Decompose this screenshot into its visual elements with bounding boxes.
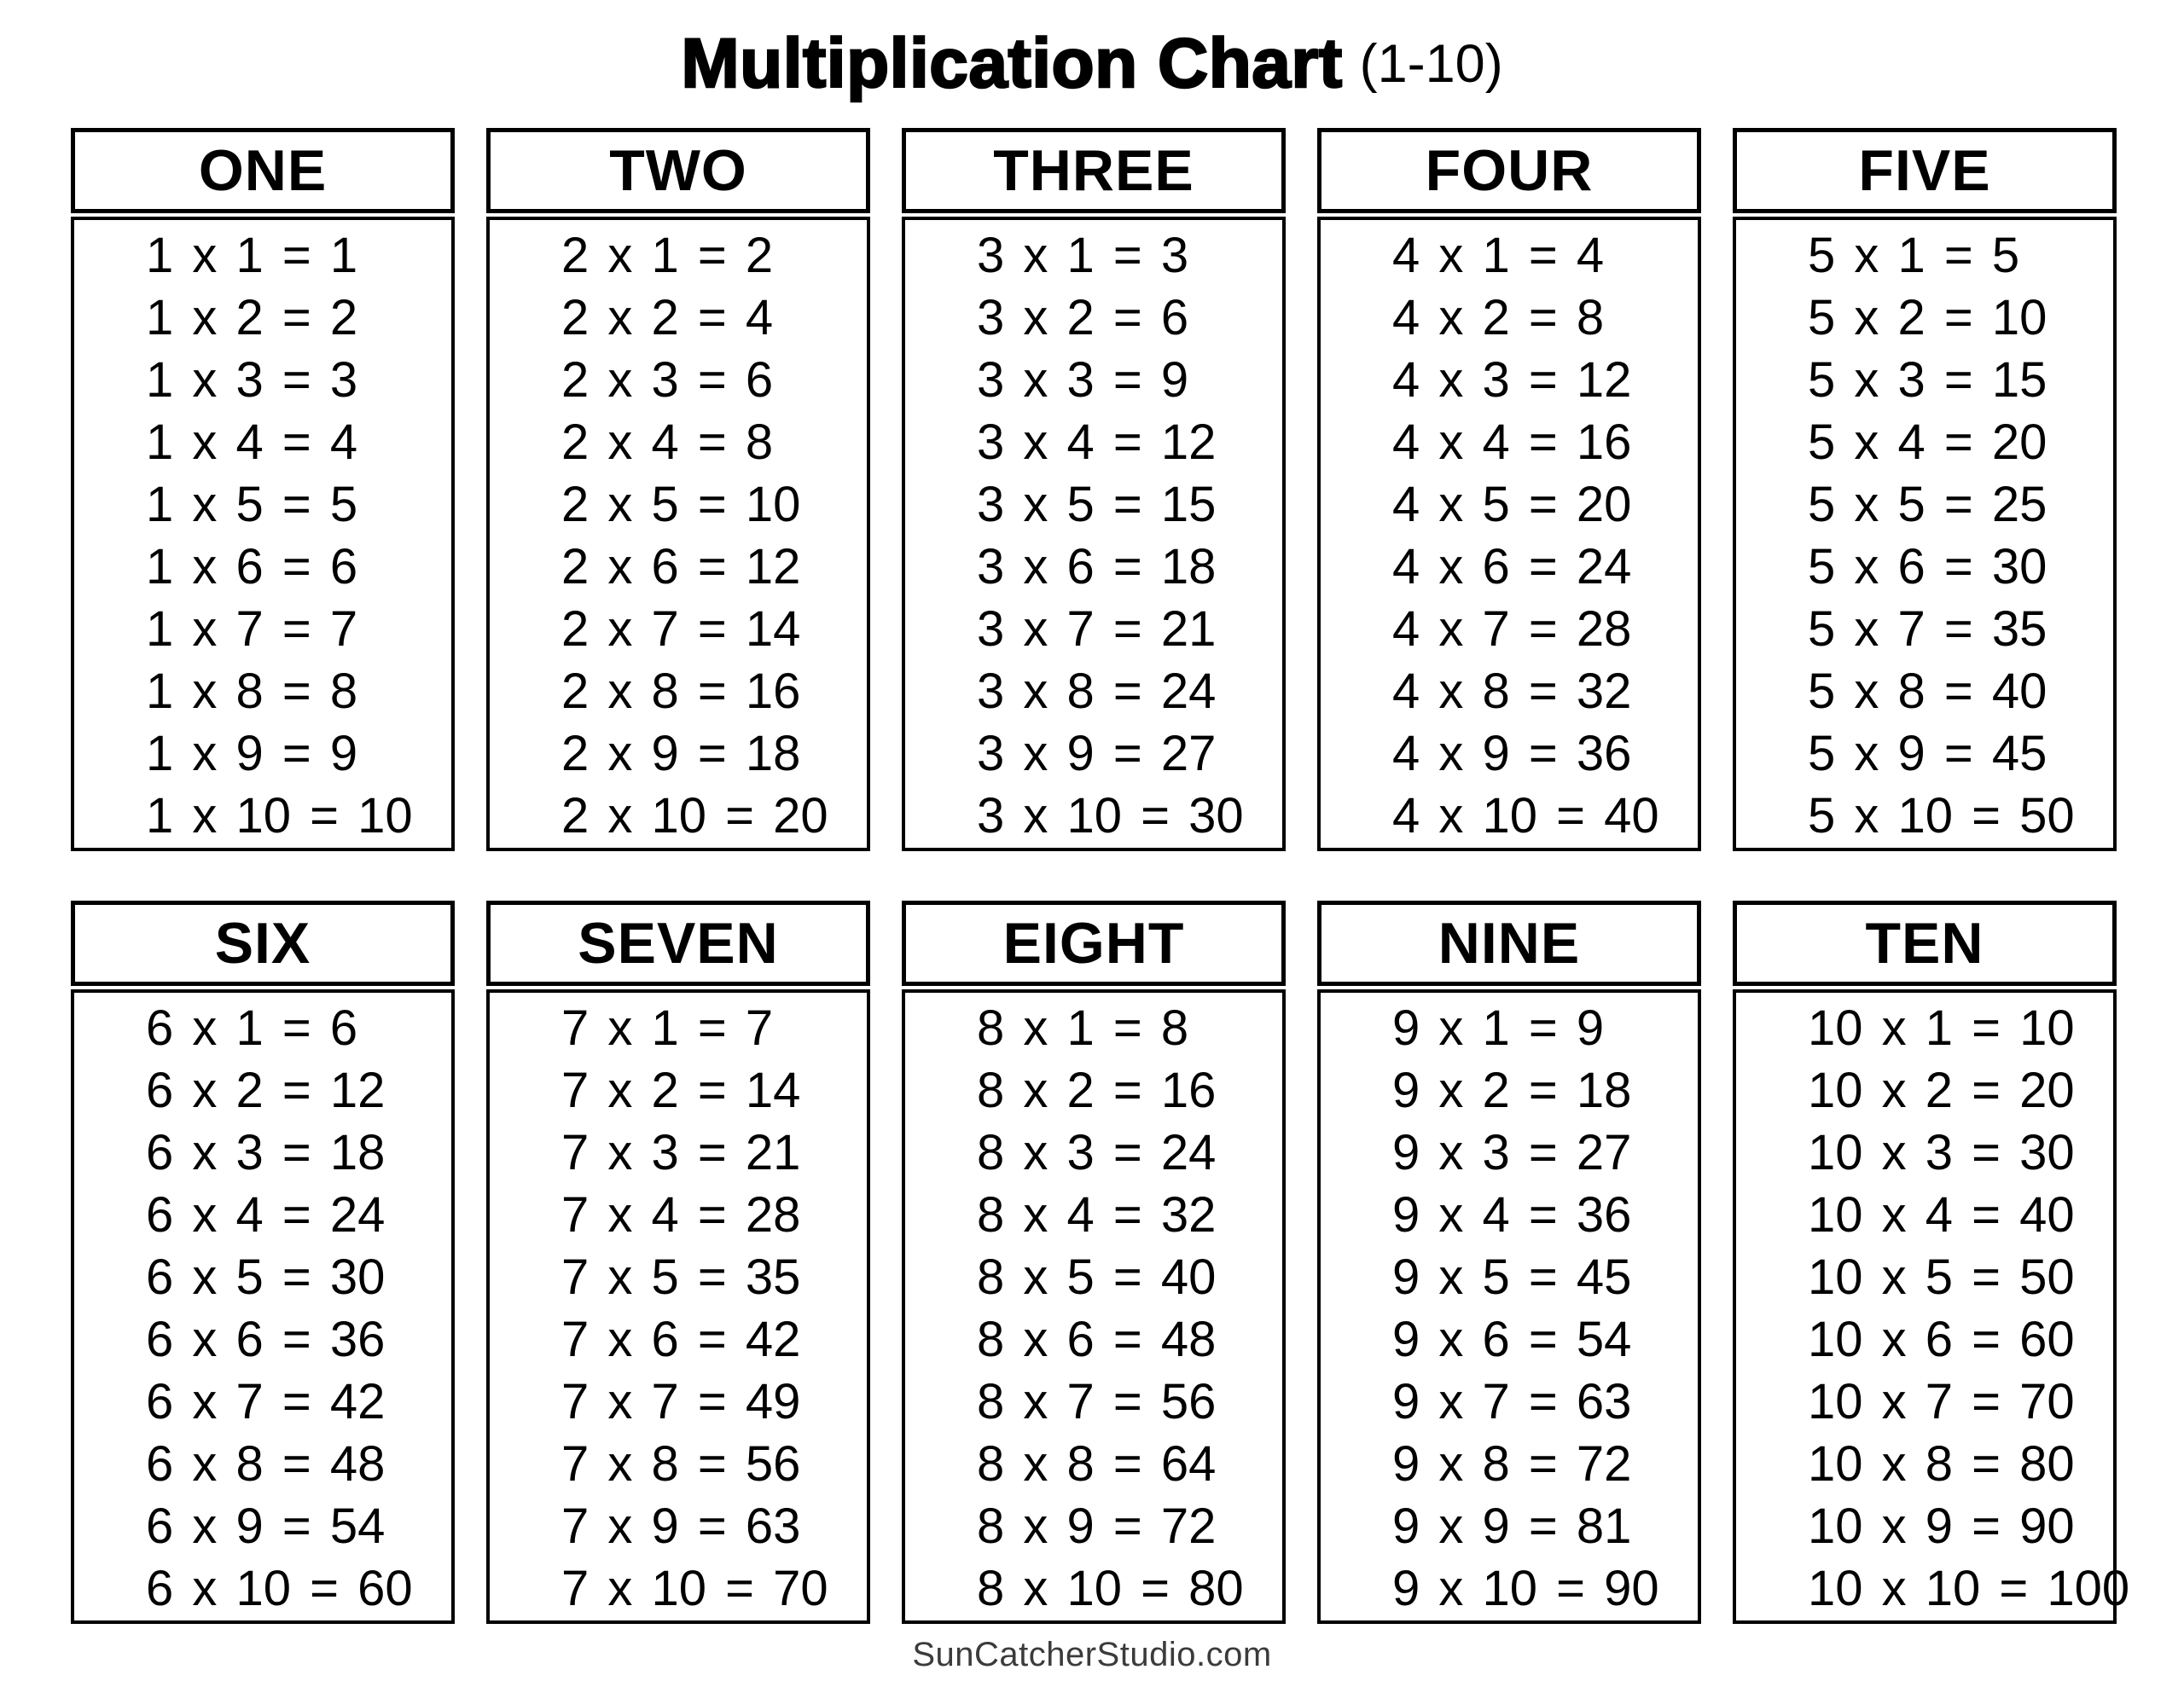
- fact-line: 9 x 1 = 9: [1392, 1000, 1605, 1056]
- page-title-main: Multiplication Chart: [681, 25, 1343, 102]
- fact-line: 1 x 8 = 8: [146, 664, 358, 719]
- table-card-three: [902, 128, 1286, 851]
- fact-line: 8 x 5 = 40: [977, 1249, 1217, 1305]
- table-title-nine: NINE: [1438, 911, 1581, 976]
- fact-line: 6 x 7 = 42: [146, 1374, 386, 1429]
- table-card-two: [486, 128, 870, 851]
- fact-line: 1 x 2 = 2: [146, 290, 358, 345]
- fact-line: 5 x 2 = 10: [1808, 290, 2048, 345]
- fact-line: 1 x 10 = 10: [146, 788, 413, 844]
- fact-line: 4 x 8 = 32: [1392, 664, 1632, 719]
- fact-line: 9 x 9 = 81: [1392, 1499, 1632, 1554]
- fact-line: 4 x 5 = 20: [1392, 477, 1632, 532]
- fact-line: 1 x 1 = 1: [146, 228, 358, 283]
- table-title-four: FOUR: [1425, 138, 1594, 203]
- fact-line: 3 x 10 = 30: [977, 788, 1244, 844]
- table-header: [71, 901, 455, 986]
- fact-line: 3 x 3 = 9: [977, 352, 1189, 408]
- table-header: [1317, 901, 1701, 986]
- fact-line: 8 x 10 = 80: [977, 1561, 1244, 1616]
- fact-line: 2 x 4 = 8: [561, 415, 774, 470]
- fact-line: 6 x 1 = 6: [146, 1000, 358, 1056]
- fact-line: 5 x 10 = 50: [1808, 788, 2075, 844]
- table-card-nine: [1317, 901, 1701, 1624]
- fact-line: 10 x 9 = 90: [1808, 1499, 2075, 1554]
- fact-line: 2 x 7 = 14: [561, 601, 801, 657]
- fact-line: 2 x 9 = 18: [561, 726, 801, 781]
- table-header: [1733, 901, 2117, 986]
- footer-credit: SunCatcherStudio.com: [912, 1636, 1272, 1673]
- fact-line: 6 x 5 = 30: [146, 1249, 386, 1305]
- fact-line: 9 x 10 = 90: [1392, 1561, 1659, 1616]
- table-header: [902, 128, 1286, 213]
- table-body-four: [1317, 217, 1701, 851]
- fact-line: 8 x 2 = 16: [977, 1063, 1217, 1118]
- fact-line: 6 x 6 = 36: [146, 1312, 386, 1367]
- page-title-range: (1-10): [1359, 34, 1503, 94]
- fact-line: 1 x 7 = 7: [146, 601, 358, 657]
- fact-line: 4 x 2 = 8: [1392, 290, 1605, 345]
- table-card-seven: [486, 901, 870, 1624]
- table-body-six: [71, 989, 455, 1624]
- table-title-two: TWO: [609, 138, 747, 203]
- fact-line: 7 x 9 = 63: [561, 1499, 801, 1554]
- fact-line: 2 x 8 = 16: [561, 664, 801, 719]
- fact-line: 7 x 8 = 56: [561, 1436, 801, 1492]
- fact-line: 7 x 10 = 70: [561, 1561, 828, 1616]
- fact-line: 7 x 5 = 35: [561, 1249, 801, 1305]
- table-title-seven: SEVEN: [578, 911, 779, 976]
- fact-line: 10 x 8 = 80: [1808, 1436, 2075, 1492]
- table-body-eight: [902, 989, 1286, 1624]
- fact-line: 10 x 7 = 70: [1808, 1374, 2075, 1429]
- fact-line: 10 x 6 = 60: [1808, 1312, 2075, 1367]
- table-header: [71, 128, 455, 213]
- fact-line: 10 x 3 = 30: [1808, 1125, 2075, 1180]
- fact-line: 9 x 4 = 36: [1392, 1187, 1632, 1243]
- fact-line: 9 x 6 = 54: [1392, 1312, 1632, 1367]
- fact-line: 8 x 1 = 8: [977, 1000, 1189, 1056]
- table-body-five: [1733, 217, 2117, 851]
- fact-line: 9 x 5 = 45: [1392, 1249, 1632, 1305]
- fact-line: 3 x 1 = 3: [977, 228, 1189, 283]
- table-title-ten: TEN: [1865, 911, 1984, 976]
- fact-line: 2 x 5 = 10: [561, 477, 801, 532]
- fact-line: 7 x 2 = 14: [561, 1063, 801, 1118]
- fact-line: 8 x 3 = 24: [977, 1125, 1217, 1180]
- fact-line: 7 x 4 = 28: [561, 1187, 801, 1243]
- fact-line: 4 x 9 = 36: [1392, 726, 1632, 781]
- fact-line: 6 x 8 = 48: [146, 1436, 386, 1492]
- fact-line: 3 x 7 = 21: [977, 601, 1217, 657]
- fact-line: 4 x 1 = 4: [1392, 228, 1605, 283]
- table-header: [486, 901, 870, 986]
- fact-line: 3 x 8 = 24: [977, 664, 1217, 719]
- fact-line: 4 x 7 = 28: [1392, 601, 1632, 657]
- page-title: [0, 0, 2184, 128]
- fact-line: 2 x 2 = 4: [561, 290, 774, 345]
- fact-line: 5 x 6 = 30: [1808, 539, 2048, 594]
- fact-line: 5 x 1 = 5: [1808, 228, 2020, 283]
- table-card-ten: [1733, 901, 2130, 1624]
- fact-line: 8 x 6 = 48: [977, 1312, 1217, 1367]
- table-card-four: [1317, 128, 1701, 851]
- fact-line: 1 x 5 = 5: [146, 477, 358, 532]
- fact-line: 6 x 4 = 24: [146, 1187, 386, 1243]
- table-header: [486, 128, 870, 213]
- fact-line: 9 x 2 = 18: [1392, 1063, 1632, 1118]
- fact-line: 10 x 5 = 50: [1808, 1249, 2075, 1305]
- fact-line: 5 x 8 = 40: [1808, 664, 2048, 719]
- table-title-one: ONE: [198, 138, 328, 203]
- fact-line: 3 x 2 = 6: [977, 290, 1189, 345]
- fact-line: 6 x 3 = 18: [146, 1125, 386, 1180]
- fact-line: 1 x 3 = 3: [146, 352, 358, 408]
- table-body-ten: [1733, 989, 2130, 1624]
- table-title-six: SIX: [214, 911, 311, 976]
- tables-grid: [71, 128, 2130, 1624]
- table-card-one: [71, 128, 455, 851]
- fact-line: 10 x 2 = 20: [1808, 1063, 2075, 1118]
- fact-line: 4 x 10 = 40: [1392, 788, 1659, 844]
- fact-line: 2 x 3 = 6: [561, 352, 774, 408]
- fact-line: 1 x 4 = 4: [146, 415, 358, 470]
- table-header: [1733, 128, 2117, 213]
- table-title-eight: EIGHT: [1002, 911, 1185, 976]
- fact-line: 9 x 7 = 63: [1392, 1374, 1632, 1429]
- fact-line: 4 x 6 = 24: [1392, 539, 1632, 594]
- fact-line: 5 x 3 = 15: [1808, 352, 2048, 408]
- table-body-seven: [486, 989, 870, 1624]
- table-body-two: [486, 217, 870, 851]
- fact-line: 7 x 1 = 7: [561, 1000, 774, 1056]
- fact-line: 10 x 1 = 10: [1808, 1000, 2075, 1056]
- fact-line: 3 x 5 = 15: [977, 477, 1217, 532]
- fact-line: 8 x 8 = 64: [977, 1436, 1217, 1492]
- fact-line: 10 x 10 = 100: [1808, 1561, 2130, 1616]
- fact-line: 10 x 4 = 40: [1808, 1187, 2075, 1243]
- fact-line: 5 x 5 = 25: [1808, 477, 2048, 532]
- table-title-five: FIVE: [1858, 138, 1991, 203]
- fact-line: 2 x 1 = 2: [561, 228, 774, 283]
- fact-line: 5 x 7 = 35: [1808, 601, 2048, 657]
- fact-line: 9 x 8 = 72: [1392, 1436, 1632, 1492]
- fact-line: 6 x 2 = 12: [146, 1063, 386, 1118]
- table-header: [902, 901, 1286, 986]
- fact-line: 3 x 9 = 27: [977, 726, 1217, 781]
- fact-line: 4 x 3 = 12: [1392, 352, 1632, 408]
- table-card-eight: [902, 901, 1286, 1624]
- fact-line: 7 x 3 = 21: [561, 1125, 801, 1180]
- table-body-nine: [1317, 989, 1701, 1624]
- fact-line: 7 x 6 = 42: [561, 1312, 801, 1367]
- table-card-five: [1733, 128, 2117, 851]
- fact-line: 8 x 4 = 32: [977, 1187, 1217, 1243]
- fact-line: 8 x 9 = 72: [977, 1499, 1217, 1554]
- table-card-six: [71, 901, 455, 1624]
- fact-line: 6 x 10 = 60: [146, 1561, 413, 1616]
- fact-line: 2 x 6 = 12: [561, 539, 801, 594]
- fact-line: 9 x 3 = 27: [1392, 1125, 1632, 1180]
- fact-line: 8 x 7 = 56: [977, 1374, 1217, 1429]
- fact-line: 3 x 6 = 18: [977, 539, 1217, 594]
- table-body-three: [902, 217, 1286, 851]
- fact-line: 7 x 7 = 49: [561, 1374, 801, 1429]
- table-title-three: THREE: [993, 138, 1194, 203]
- fact-line: 2 x 10 = 20: [561, 788, 828, 844]
- table-header: [1317, 128, 1701, 213]
- fact-line: 6 x 9 = 54: [146, 1499, 386, 1554]
- fact-line: 5 x 4 = 20: [1808, 415, 2048, 470]
- fact-line: 3 x 4 = 12: [977, 415, 1217, 470]
- fact-line: 1 x 9 = 9: [146, 726, 358, 781]
- fact-line: 5 x 9 = 45: [1808, 726, 2048, 781]
- fact-line: 1 x 6 = 6: [146, 539, 358, 594]
- fact-line: 4 x 4 = 16: [1392, 415, 1632, 470]
- table-body-one: [71, 217, 455, 851]
